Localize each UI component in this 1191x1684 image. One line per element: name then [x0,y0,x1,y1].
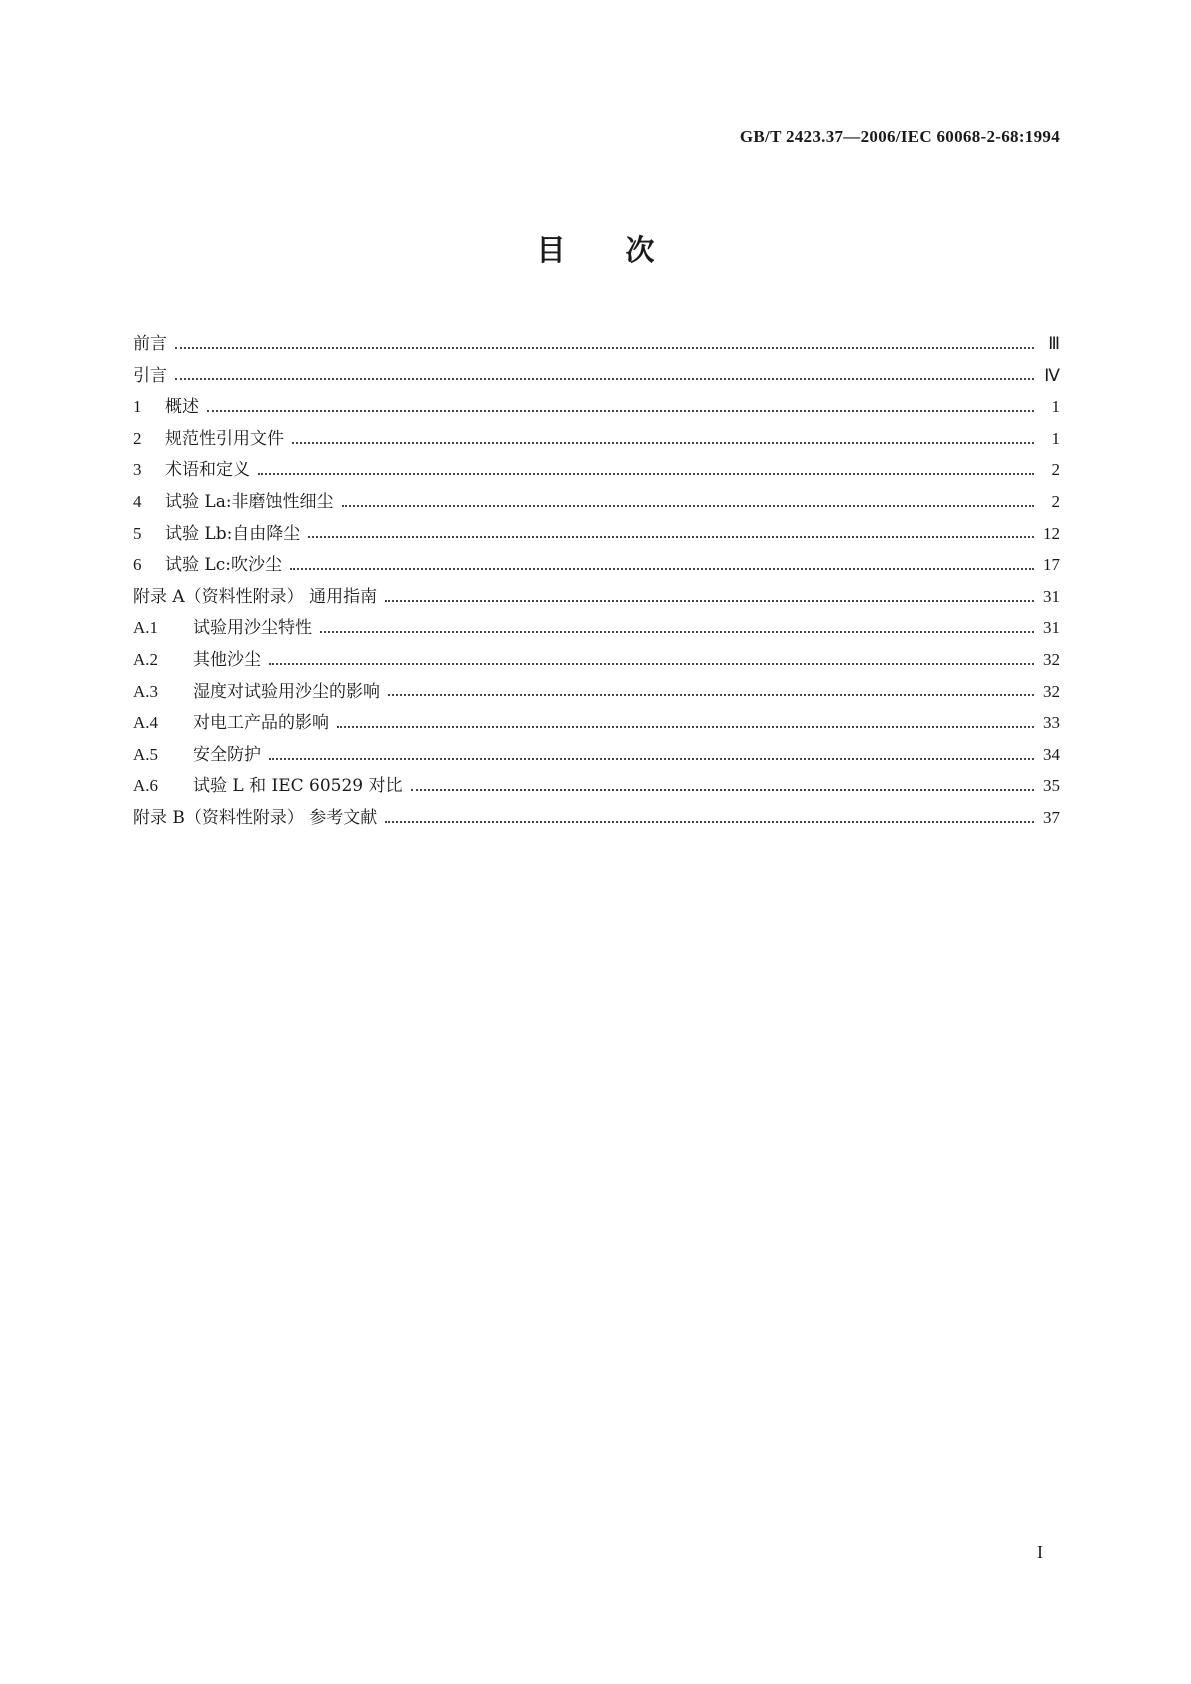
toc-leader-dots [388,692,1034,696]
toc-entry[interactable] [133,676,1060,708]
toc-leader-dots [320,629,1034,633]
toc-entry-label: 引言 [133,365,167,386]
toc-leader-dots [385,819,1034,823]
toc-entry-label: 其他沙尘 [193,649,261,670]
standard-number-header: GB/T 2423.37—2006/IEC 60068-2-68:1994 [739,127,1060,146]
toc-entry-label: 试验 L 和 IEC 60529 对比 [193,776,403,797]
page-title: 目次 [536,233,715,267]
toc-leader-dots [337,724,1034,728]
toc-entry-page: 37 [1043,807,1060,827]
toc-entry-page: 33 [1043,713,1060,733]
toc-entry-number: A.5 [133,744,159,764]
toc-entry-number: A.4 [133,713,159,733]
toc-entry[interactable] [133,454,1060,486]
toc-entry[interactable] [133,549,1060,581]
toc-entry-number: 4 [133,491,142,511]
toc-entry-label: 安全防护 [193,744,261,765]
toc-entry-number: A.3 [133,681,159,701]
toc-entry[interactable] [133,328,1060,360]
toc-entry-number: 1 [133,397,142,417]
toc-entry-page: Ⅲ [1048,334,1060,353]
toc-leader-dots [292,440,1034,444]
toc-entry-label: 附录 A（资料性附录） 通用指南 [133,586,378,607]
toc-entry-page: 34 [1043,744,1060,764]
toc-entry-number: 6 [133,555,142,575]
toc-entry-page: 31 [1043,618,1060,638]
page-number: I [1037,1542,1043,1562]
toc-entry[interactable] [133,486,1060,518]
toc-entry-page: Ⅳ [1044,365,1060,385]
toc-entry-label: 试验 La:非磨蚀性细尘 [165,491,334,512]
toc-entry-label: 试验 Lc:吹沙尘 [165,555,282,576]
toc-leader-dots [207,408,1034,412]
toc-leader-dots [308,534,1034,538]
toc-entry[interactable] [133,423,1060,455]
toc-entry[interactable] [133,518,1060,550]
toc-entry-page: 1 [1051,428,1060,448]
toc-entry-page: 2 [1051,460,1060,480]
toc-entry[interactable] [133,391,1060,423]
toc-entry[interactable] [133,707,1060,739]
toc-leader-dots [269,756,1034,760]
toc-entry-page: 12 [1043,523,1060,543]
toc-entry-label: 附录 B（资料性附录） 参考文献 [133,807,378,828]
toc-entry[interactable] [133,581,1060,613]
toc-entry[interactable] [133,360,1060,392]
toc-entry-page: 1 [1051,397,1060,417]
toc-entry-number: 3 [133,460,142,480]
toc-entry[interactable] [133,644,1060,676]
toc-leader-dots [175,345,1034,349]
toc-leader-dots [269,661,1034,665]
toc-entry-label: 概述 [165,397,199,418]
toc-entry-page: 31 [1043,586,1060,606]
toc-entry-number: 2 [133,428,142,448]
toc-entry-page: 35 [1043,776,1060,796]
toc-entry-label: 对电工产品的影响 [193,713,329,734]
toc-leader-dots [385,598,1034,602]
toc-entry-number: A.2 [133,649,159,669]
toc-entry-number: A.1 [133,618,159,638]
toc-entry-page: 32 [1043,649,1060,669]
toc-entry[interactable] [133,770,1060,802]
toc-entry-page: 32 [1043,681,1060,701]
toc-entry[interactable] [133,612,1060,644]
toc-entry-label: 湿度对试验用沙尘的影响 [193,681,380,702]
table-of-contents [133,328,1060,834]
toc-entry[interactable] [133,802,1060,834]
toc-entry-label: 前言 [133,334,167,354]
toc-entry-page: 2 [1051,491,1060,511]
toc-entry-label: 规范性引用文件 [165,428,284,449]
toc-entry-number: A.6 [133,776,159,796]
toc-entry-label: 试验用沙尘特性 [193,618,312,639]
toc-entry-page: 17 [1043,555,1060,575]
toc-entry-label: 试验 Lb:自由降尘 [165,523,301,544]
toc-entry-label: 术语和定义 [165,460,250,481]
toc-leader-dots [411,787,1034,791]
toc-entry[interactable] [133,739,1060,771]
toc-leader-dots [342,503,1034,507]
toc-leader-dots [258,471,1034,475]
toc-leader-dots [290,566,1034,570]
toc-entry-number: 5 [133,523,142,543]
toc-leader-dots [175,376,1034,380]
